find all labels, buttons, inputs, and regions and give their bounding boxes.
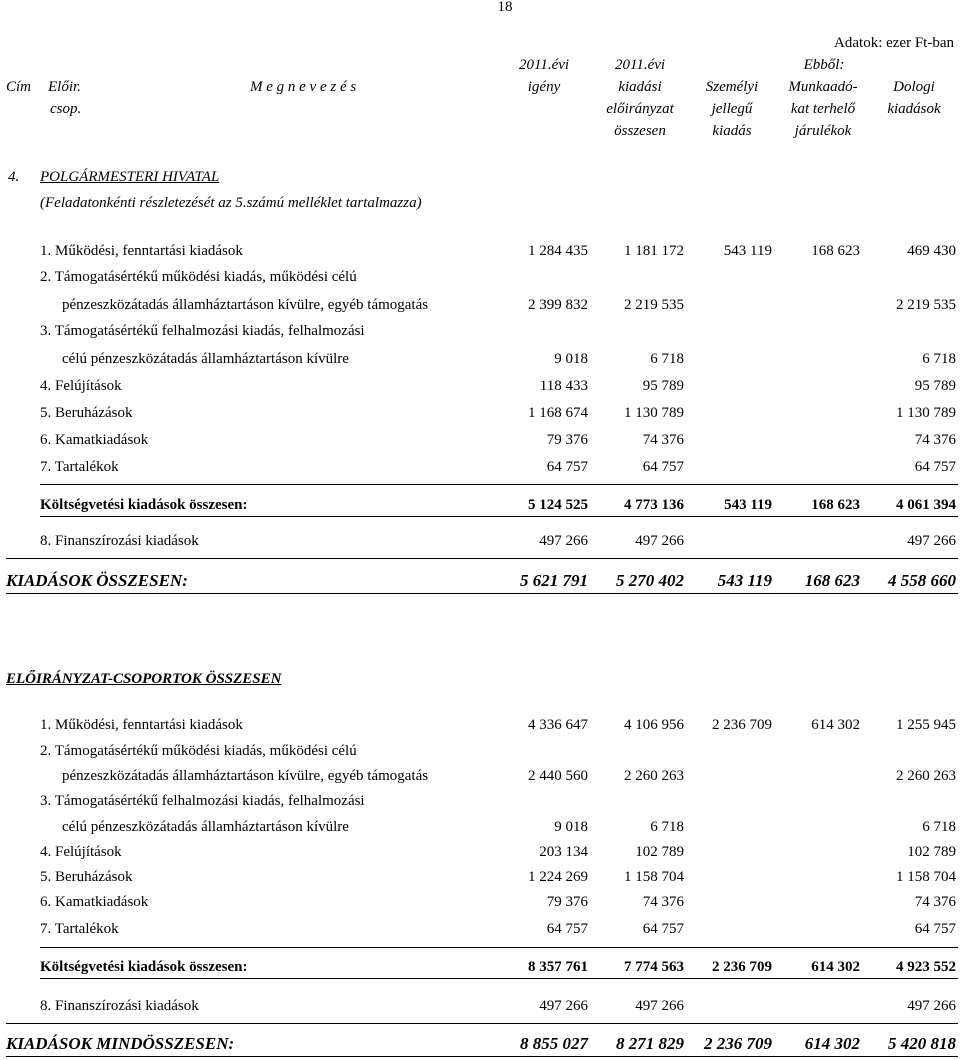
table-row-v2: 1 158 704	[624, 869, 684, 885]
subtotal-row-v3: 2 236 709	[712, 959, 772, 975]
table-row-label: célú pénzeszközátadás államháztartáson kívülre	[62, 819, 349, 835]
table-row-label: 2. Támogatásértékű működési kiadás, működési célú	[40, 743, 357, 759]
header-eloir-1: Előir.	[48, 79, 81, 95]
table-row-v2: 6 718	[650, 351, 684, 367]
table-row-v2: 74 376	[642, 432, 684, 448]
table-row-label: pénzeszközátadás államháztartáson kívülre, egyéb támogatás	[62, 297, 429, 313]
table-row-label: 1. Működési, fenntartási kiadások	[40, 717, 243, 733]
table-row-v5: 74 376	[914, 432, 956, 448]
header-col3-l3: kiadás	[712, 123, 752, 139]
header-col4-l1: Munkaadó-	[788, 79, 858, 95]
table-row-v1: 4 336 647	[528, 717, 588, 733]
table-row-v2: 2 260 263	[624, 768, 684, 784]
subtotal-row-v2: 4 773 136	[624, 497, 684, 513]
units-note: Adatok: ezer Ft-ban	[834, 35, 954, 51]
header-col3-l1: Személyi	[705, 79, 759, 95]
subtotal-row-v5: 4 061 394	[896, 497, 956, 513]
table-row-v2: 1 181 172	[624, 243, 684, 259]
table-row-v5: 6 718	[922, 819, 956, 835]
table-row-v5: 469 430	[907, 243, 956, 259]
subtotal-row-v4: 614 302	[811, 959, 860, 975]
financing-row-v5: 497 266	[907, 533, 956, 549]
table-row-v5: 95 789	[914, 378, 956, 394]
header-col1-l2: igény	[527, 79, 561, 95]
subtotal-row-v1: 5 124 525	[528, 497, 588, 513]
page-number: 18	[497, 0, 513, 15]
table-row-v5: 2 219 535	[896, 297, 956, 313]
section1-title: POLGÁRMESTERI HIVATAL	[40, 169, 220, 185]
financing-row-v5: 497 266	[907, 998, 956, 1014]
subtotal-row-v4: 168 623	[811, 497, 860, 513]
subtotal-row-label: Költségvetési kiadások összesen:	[40, 497, 248, 513]
table-row-v4: 614 302	[811, 717, 860, 733]
total-row-v4: 614 302	[804, 1034, 860, 1053]
header-col2-l3: előirányzat	[606, 101, 674, 117]
financing-row-v1: 497 266	[539, 533, 588, 549]
subtotal-row-v1: 8 357 761	[528, 959, 588, 975]
table-row-v5: 6 718	[922, 351, 956, 367]
total-row-v5: 4 558 660	[888, 571, 956, 590]
subtotal-bottom-rule	[40, 516, 958, 517]
financing-row-v1: 497 266	[539, 998, 588, 1014]
table-row-label: 4. Felújítások	[40, 378, 122, 394]
total-top-rule	[6, 558, 958, 559]
total-bottom-rule	[6, 593, 958, 594]
table-row-label: 3. Támogatásértékű felhalmozási kiadás, felhalmozási	[40, 793, 365, 809]
financing-row-v2: 497 266	[635, 533, 684, 549]
subtotal-top-rule	[40, 947, 958, 948]
table-row-v1: 1 284 435	[528, 243, 588, 259]
header-cim: Cím	[6, 79, 32, 95]
table-row-label: 3. Támogatásértékű felhalmozási kiadás, felhalmozási	[40, 323, 365, 339]
total-row-v4: 168 623	[804, 571, 860, 590]
table-row-v1: 79 376	[546, 432, 588, 448]
table-row-v1: 203 134	[539, 844, 588, 860]
section1-number: 4.	[8, 169, 20, 185]
total-row-v1: 5 621 791	[520, 571, 588, 590]
table-row-label: 7. Tartalékok	[40, 921, 119, 937]
financing-row-v2: 497 266	[635, 998, 684, 1014]
table-row-v5: 74 376	[914, 894, 956, 910]
total-row-v3: 2 236 709	[704, 1034, 772, 1053]
table-row-label: 6. Kamatkiadások	[40, 894, 149, 910]
header-ebbol: Ebből:	[803, 57, 845, 73]
header-col1-l1: 2011.évi	[518, 57, 570, 73]
total-row-v3: 543 119	[717, 571, 772, 590]
total-bottom-rule	[6, 1056, 958, 1057]
table-row-v2: 102 789	[635, 844, 684, 860]
table-row-v2: 64 757	[642, 921, 684, 937]
financing-row-label: 8. Finanszírozási kiadások	[40, 998, 199, 1014]
table-row-v3: 2 236 709	[712, 717, 772, 733]
table-row-v1: 79 376	[546, 894, 588, 910]
subtotal-row-label: Költségvetési kiadások összesen:	[40, 959, 248, 975]
total-top-rule	[6, 1023, 958, 1024]
total-row-v1: 8 855 027	[520, 1034, 588, 1053]
table-row-label: 1. Működési, fenntartási kiadások	[40, 243, 243, 259]
table-row-label: 5. Beruházások	[40, 405, 133, 421]
table-row-label: célú pénzeszközátadás államháztartáson kívülre	[62, 351, 349, 367]
table-row-v1: 1 168 674	[528, 405, 588, 421]
total-row-v2: 8 271 829	[616, 1034, 684, 1053]
total-row-label: KIADÁSOK ÖSSZESEN:	[6, 571, 188, 590]
header-col2-l4: összesen	[614, 123, 666, 139]
header-col4-l3: járulékok	[794, 123, 852, 139]
total-row-v2: 5 270 402	[616, 571, 684, 590]
table-row-label: pénzeszközátadás államháztartáson kívülre, egyéb támogatás	[62, 768, 429, 784]
section1-subtitle: (Feladatonkénti részletezését az 5.számú melléklet tartalmazza)	[40, 195, 422, 211]
header-col4-l2: kat terhelő	[790, 101, 856, 117]
subtotal-row-v5: 4 923 552	[896, 959, 956, 975]
table-row-v2: 4 106 956	[624, 717, 684, 733]
financing-row-label: 8. Finanszírozási kiadások	[40, 533, 199, 549]
subtotal-row-v2: 7 774 563	[624, 959, 684, 975]
subtotal-row-v3: 543 119	[724, 497, 772, 513]
table-row-label: 2. Támogatásértékű működési kiadás, működési célú	[40, 269, 357, 285]
table-row-label: 4. Felújítások	[40, 844, 122, 860]
total-row-label: KIADÁSOK MINDÖSSZESEN:	[6, 1034, 235, 1053]
total-row-v5: 5 420 818	[888, 1034, 956, 1053]
table-row-v1: 2 399 832	[528, 297, 588, 313]
subtotal-bottom-rule	[40, 978, 958, 979]
header-eloir-2: csop.	[50, 101, 82, 117]
table-row-v1: 64 757	[546, 459, 588, 475]
table-row-v2: 2 219 535	[624, 297, 684, 313]
table-row-v2: 64 757	[642, 459, 684, 475]
table-row-v1: 118 433	[539, 378, 588, 394]
header-megnevezes: M e g n e v e z é s	[250, 79, 357, 95]
table-row-v5: 1 130 789	[896, 405, 956, 421]
table-row-label: 5. Beruházások	[40, 869, 133, 885]
table-row-v5: 102 789	[907, 844, 956, 860]
table-row-v2: 6 718	[650, 819, 684, 835]
table-row-v1: 9 018	[554, 351, 588, 367]
table-row-v5: 64 757	[914, 921, 956, 937]
header-col5-l1: Dologi	[893, 79, 935, 95]
header-col3-l2: jellegű	[711, 101, 753, 117]
table-row-v2: 95 789	[642, 378, 684, 394]
table-row-v1: 64 757	[546, 921, 588, 937]
table-row-v1: 2 440 560	[528, 768, 588, 784]
header-col5-l2: kiadások	[887, 101, 941, 117]
subtotal-top-rule	[40, 484, 958, 485]
header-col2-l1: 2011.évi	[614, 57, 666, 73]
table-row-v5: 2 260 263	[896, 768, 956, 784]
table-row-v2: 74 376	[642, 894, 684, 910]
table-row-v1: 9 018	[554, 819, 588, 835]
header-col2-l2: kiadási	[618, 79, 662, 95]
table-row-v3: 543 119	[723, 243, 772, 259]
table-row-v4: 168 623	[811, 243, 860, 259]
table-row-label: 7. Tartalékok	[40, 459, 119, 475]
section2-title: ELŐIRÁNYZAT-CSOPORTOK ÖSSZESEN	[6, 671, 282, 687]
table-row-label: 6. Kamatkiadások	[40, 432, 149, 448]
table-row-v5: 1 158 704	[896, 869, 956, 885]
table-row-v1: 1 224 269	[528, 869, 588, 885]
table-row-v5: 64 757	[914, 459, 956, 475]
table-row-v2: 1 130 789	[624, 405, 684, 421]
table-row-v5: 1 255 945	[896, 717, 956, 733]
